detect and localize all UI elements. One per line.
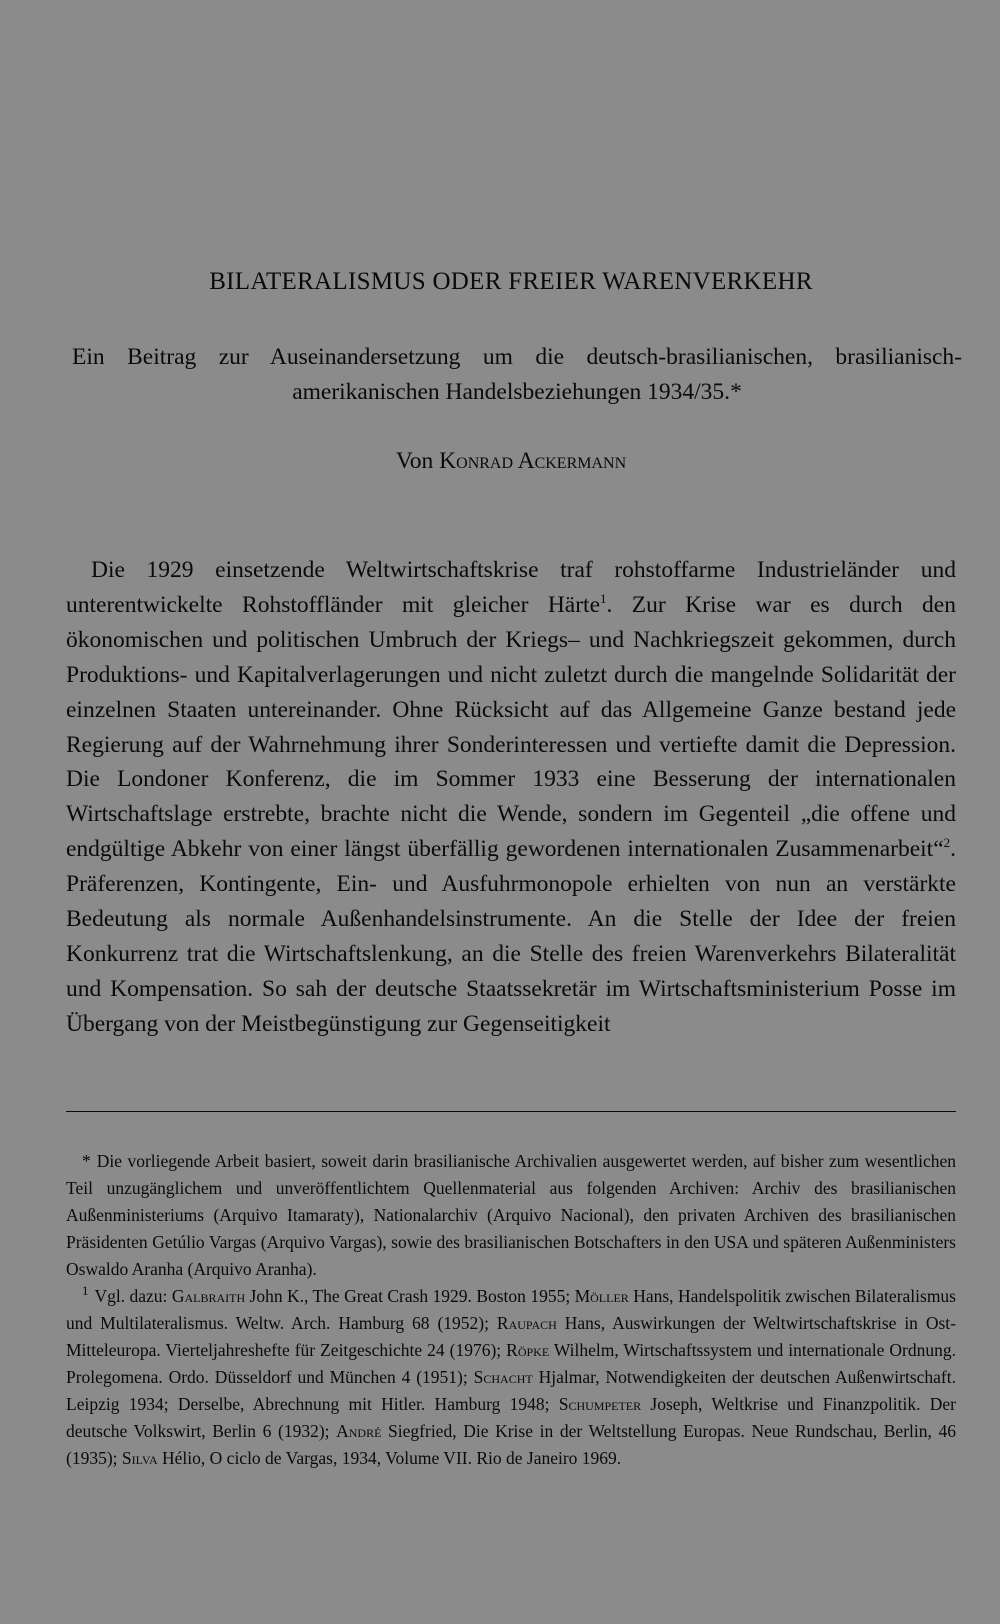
cited-author: Möller	[574, 1286, 629, 1306]
cited-author: Röpke	[506, 1340, 550, 1360]
footnote-star-mark: *	[82, 1151, 91, 1171]
article-title: BILATERALISMUS ODER FREIER WARENVERKEHR	[209, 268, 813, 295]
body-text-part-3: . Präferenzen, Kontingente, Ein- und Ausfuhrmonopole erhielten von nun an verstärkte Bedeutung als normale Außenhandelsinstrumente. An die Stelle der Idee der freien Konkurrenz trat die Wirtschaftslenkung, an die Stelle des freien Warenverkehrs Bilateralität und Kompensation. So sah der deutsche Staatssekretär im Wirtschaftsministerium Posse im Übergang von der Meistbegünstigung zur Gegenseitigkeit	[66, 836, 956, 1037]
body-text-part-2: . Zur Krise war es durch den ökonomischen und politischen Umbruch der Kriegs– und Nachkriegszeit gekommen, durch Produktions- und Kapitalverlagerungen und nicht zuletzt durch die mangelnde Solidarität der einzelnen Staaten untereinander. Ohne Rücksicht auf das Allgemeine Ganze bestand jede Regierung auf der Wahrnehmung ihrer Sonderinteressen und vertiefte damit die Depression. Die Londoner Konferenz, die im Sommer 1933 eine Besserung der internationalen Wirtschaftslage erstrebte, brachte nicht die Wende, sondern im Gegenteil „die offene und endgültige Abkehr von einer längst überfällig gewordenen internationalen Zusammenarbeit“	[66, 591, 956, 863]
footnote-1-text: Hjalmar, Notwendigkeiten der deutschen Außenwirtschaft. Leipzig 1934; Derselbe, Abrechnung mit Hitler. Hamburg 1948;	[66, 1367, 956, 1414]
footnote-star-text: Die vorliegende Arbeit basiert, soweit darin brasilianische Archivalien ausgewertet werden, auf bisher zum wesentlichen Teil unzugänglichem und unveröffentlichtem Quellenmaterial aus folgenden Archiven: Archiv des brasilianischen Außenministeriums (Arquivo Itamaraty), Nationalarchiv (Arquivo Nacional), den privaten Archiven des brasilianischen Präsidenten Getúlio Vargas (Arquivo Vargas), sowie des brasilianischen Botschafters in den USA und späteren Außenministers Oswaldo Aranha (Arquivo Aranha).	[66, 1151, 956, 1279]
footnote-1-text: Joseph, Weltkrise und Finanzpolitik. Der deutsche Volkswirt, Berlin 6 (1932);	[66, 1394, 956, 1441]
subtitle-line-1: Ein Beitrag zur Auseinandersetzung um die deutsch-brasilianischen, brasilianisch-	[72, 344, 962, 370]
footnote-1-text: Siegfried, Die Krise in der Weltstellung Europas. Neue Rundschau, Berlin, 46 (1935);	[66, 1421, 956, 1468]
cited-author: André	[336, 1421, 382, 1441]
footnote-1-text: Hélio, O ciclo de Vargas, 1934, Volume VII. Rio de Janeiro 1969.	[157, 1448, 622, 1468]
cited-author: Schacht	[473, 1367, 533, 1387]
footnote-1-text: Wilhelm, Wirtschaftssystem und internationale Ordnung. Prolegomena. Ordo. Düsseldorf und München 4 (1951);	[66, 1340, 956, 1387]
author-line	[66, 448, 956, 475]
footnote-1-text: John K., The Great Crash 1929. Boston 1955;	[245, 1286, 575, 1306]
footnotes	[66, 1148, 956, 1472]
cited-author: Silva	[121, 1448, 158, 1468]
footnote-1-text: Vgl. dazu:	[94, 1286, 172, 1306]
footnote-1	[66, 1283, 956, 1472]
body-text-part-1: Die 1929 einsetzende Weltwirtschaftskrise traf rohstoffarme Industrieländer und unterentwickelte Rohstoffländer mit gleicher Härte	[66, 557, 956, 618]
author-prefix: Von	[395, 448, 434, 474]
body-paragraph	[66, 553, 956, 1042]
cited-author: Galbraith	[171, 1286, 246, 1306]
subtitle-line-2: amerikanischen Handelsbeziehungen 1934/35.	[292, 379, 731, 405]
cited-author: Raupach	[496, 1313, 557, 1333]
footnote-1-mark: 1	[82, 1283, 89, 1299]
author-name: Konrad Ackermann	[439, 448, 627, 474]
footnote-1-text: Hans, Handelspolitik zwischen Bilateralismus und Multilateralismus. Weltw. Arch. Hamburg 68 (1952);	[66, 1286, 956, 1333]
footnote-separator-rule	[66, 1111, 956, 1112]
cited-author: Schumpeter	[558, 1394, 642, 1414]
article-subtitle	[72, 340, 962, 410]
footnote-ref-1: 1	[600, 591, 607, 607]
footnote-ref-2: 2	[943, 835, 951, 851]
footnote-star	[66, 1148, 956, 1283]
footnote-1-text: Hans, Auswirkungen der Weltwirtschaftskrise in Ost-Mitteleuropa. Vierteljahreshefte für Zeitgeschichte 24 (1976);	[66, 1313, 956, 1360]
subtitle-footnote-mark: *	[730, 379, 742, 405]
